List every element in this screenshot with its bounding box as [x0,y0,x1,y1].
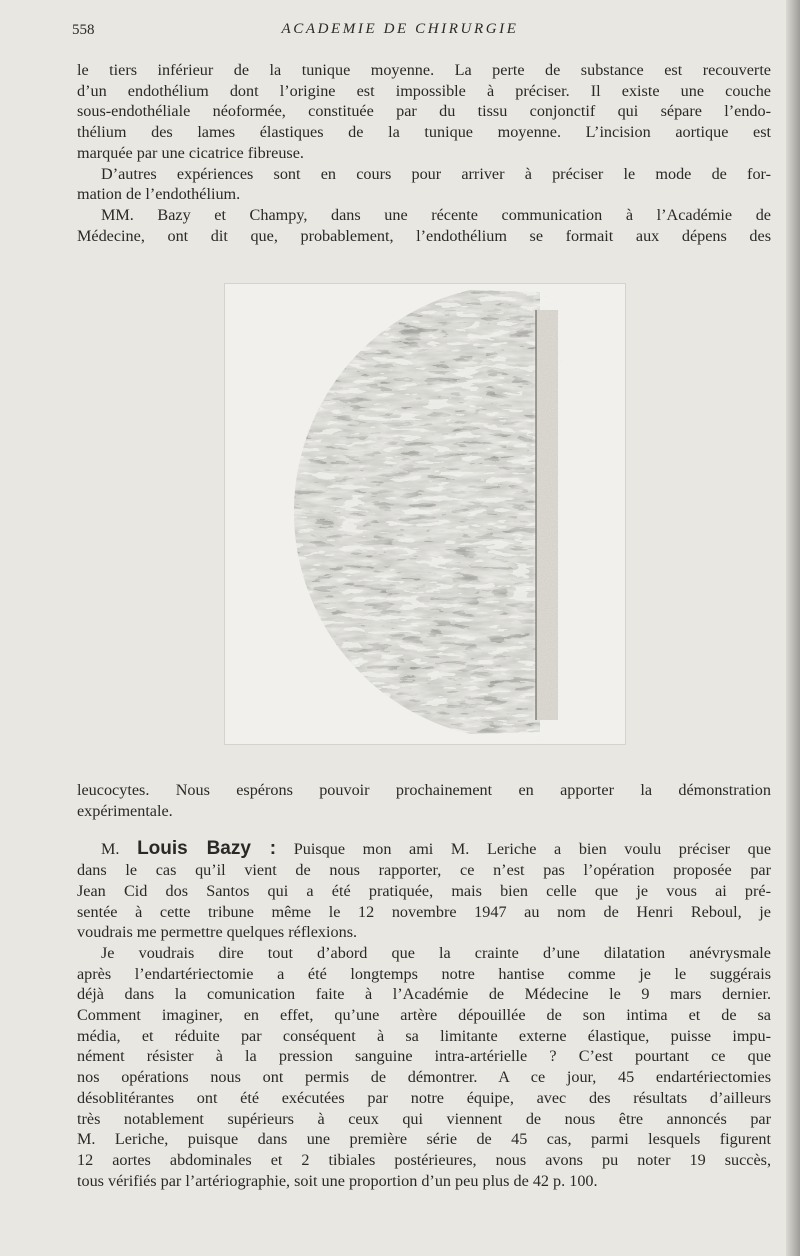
text-line: après l’endartériectomie a été longtemps notre hantise comme je le suggérais [77,964,771,983]
text-line: mation de l’endothélium. [77,185,241,204]
running-title: ACADEMIE DE CHIRURGIE [281,21,519,37]
text-line: nos opérations nous ont permis de démontrer. A ce jour, 45 endartériectomies [77,1068,771,1087]
bazy-first-line [77,839,771,860]
text-line: très notablement supérieurs à ceux qui viennent de nous être annoncés par [77,1109,771,1128]
text-line: Médecine, ont dit que, probablement, l’endothélium se formait aux dépens des [77,226,771,245]
text-line: sentée à cette tribune même le 12 novembre 1947 au nom de Henri Reboul, je [77,902,771,921]
text-after-figure [77,780,771,1191]
text-line: Je voudrais dire tout d’abord que la crainte d’une dilatation anévrysmale [101,943,771,962]
speaker-prefix: M. [101,840,120,859]
text-line: voudrais me permettre quelques réflexions. [77,923,358,942]
micrograph-figure [224,283,626,745]
text-line: D’autres expériences sont en cours pour arriver à préciser le mode de for- [101,164,771,183]
text-line: nément résister à la pression sanguine intra-artérielle ? C’est pourtant ce que [77,1047,771,1066]
text-line: 12 aortes abdominales et 2 tibiales postérieures, nous avons pu noter 19 succès, [77,1150,771,1169]
text-line: d’un endothélium dont l’origine est impossible à préciser. Il existe une couche [77,81,771,100]
text-line: tous vérifiés par l’artériographie, soit une proportion d’un peu plus de 42 p. 100. [77,1171,598,1190]
text-line: média, et réduite par conséquent à sa limitante externe élastique, puisse impu- [77,1026,771,1045]
text-line: désoblitérantes ont été exécutées par notre équipe, avec des résultats d’ailleurs [77,1088,771,1107]
micrograph-image [225,284,625,744]
text-line: Jean Cid dos Santos qui a été pratiquée, mais bien celle que je vous ai pré- [77,881,771,900]
text-line: thélium des lames élastiques de la tunique moyenne. L’incision aortique est [77,123,771,142]
speaker-name: Louis Bazy : [137,838,277,860]
text-fragment: Puisque mon ami M. Leriche a bien voulu préciser que [293,840,772,859]
text-line: marquée par une cicatrice fibreuse. [77,143,304,162]
text-line: Comment imaginer, en effet, qu’une artère dépouillée de son intima et de sa [77,1006,771,1025]
text-line: expérimentale. [77,801,173,820]
text-line: leucocytes. Nous espérons pouvoir prochainement en apporter la démonstration [77,781,771,799]
page-number: 558 [72,22,95,38]
page-edge-shadow [786,0,800,1256]
text-line: le tiers inférieur de la tunique moyenne. La perte de substance est recouverte [77,61,771,79]
text-line: MM. Bazy et Champy, dans une récente communication à l’Académie de [101,205,771,224]
text-before-figure [77,60,771,246]
text-line: M. Leriche, puisque dans une première série de 45 cas, parmi lesquels figurent [77,1130,771,1149]
text-line: dans le cas qu’il vient de nous rapporter, ce n’est pas l’opération proposée par [77,861,771,880]
text-line: déjà dans la comunication faite à l’Académie de Médecine le 9 mars dernier. [77,985,771,1004]
text-line: sous-endothéliale néoformée, constituée par du tissu conjonctif qui sépare l’endo- [77,102,771,121]
